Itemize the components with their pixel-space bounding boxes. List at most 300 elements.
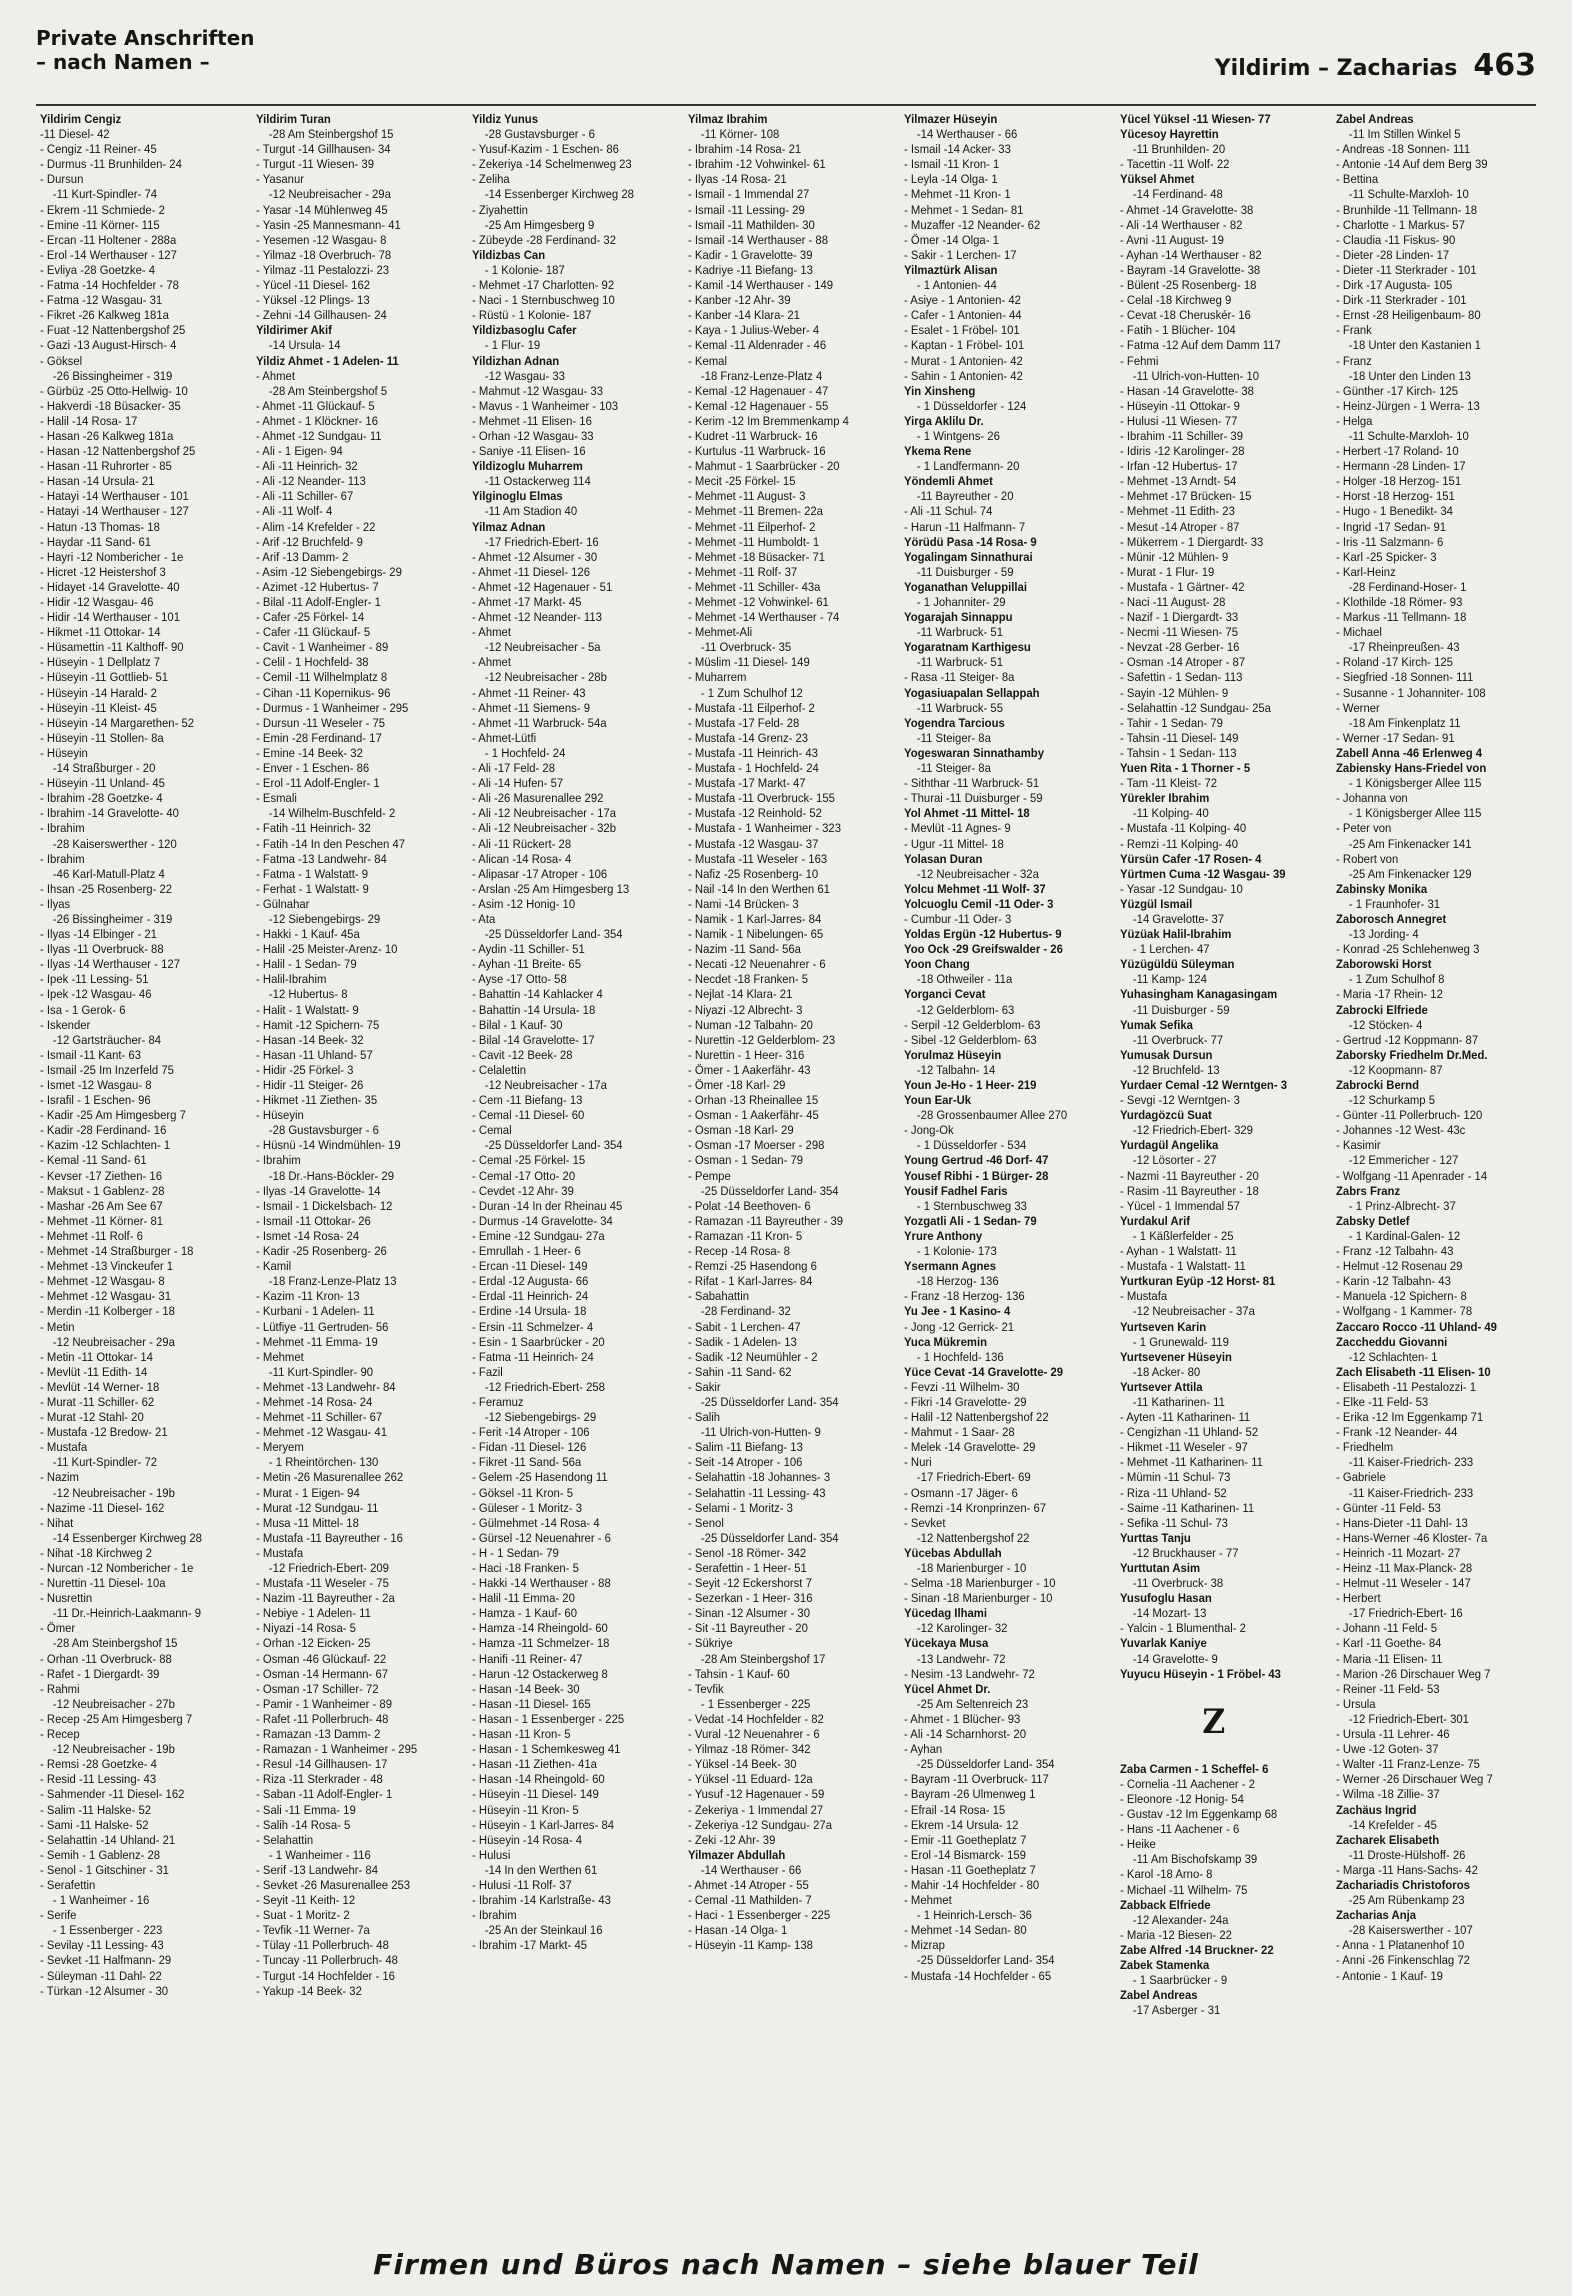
directory-entry: - Ömer xyxy=(40,1621,76,1636)
entry-continuation: -28 Kaiserswerther - 120 xyxy=(52,836,177,851)
directory-entry: - Mehmet -13 Landwehr- 84 xyxy=(256,1379,396,1394)
directory-entry: - Nami -14 Brücken- 3 xyxy=(688,896,799,911)
directory-entry: - Saniye -11 Elisen- 16 xyxy=(472,444,586,459)
directory-entry: - Uwe -12 Goten- 37 xyxy=(1336,1742,1439,1757)
entry-continuation: -11 Steiger- 8a xyxy=(916,761,991,776)
directory-entry: - Ismail -11 Kron- 1 xyxy=(904,157,1000,172)
directory-entry: - Susanne - 1 Johanniter- 108 xyxy=(1336,685,1486,700)
directory-entry: - Sevket -26 Masurenallee 253 xyxy=(256,1877,411,1892)
directory-entry: - Ibrahim -11 Schiller- 39 xyxy=(1120,428,1244,443)
directory-entry: - Hidir -25 Förkel- 3 xyxy=(256,1062,354,1077)
directory-entry: - Hakki - 1 Kauf- 45a xyxy=(256,927,360,942)
directory-entry: - Ismail -14 Acker- 33 xyxy=(904,142,1011,157)
directory-entry: - Cemil -11 Wilhelmplatz 8 xyxy=(256,670,388,685)
directory-entry: - Hikmet -11 Ziethen- 35 xyxy=(256,1093,378,1108)
directory-entry: - Nurcan -12 Nombericher - 1e xyxy=(40,1561,194,1575)
directory-entry: - Sahin - 1 Antonien- 42 xyxy=(904,368,1023,383)
directory-entry: - Necati -12 Neuenahrer - 6 xyxy=(688,957,826,972)
directory-entry: - Fatma - 1 Walstatt- 9 xyxy=(256,866,369,881)
directory-entry: - Ali -11 Rückert- 28 xyxy=(472,836,572,851)
directory-entry: - Mehmet -11 Katharinen- 11 xyxy=(1120,1455,1263,1470)
directory-entry: - Sevilay -11 Lessing- 43 xyxy=(40,1938,164,1953)
directory-entry: - Fatma -14 Hochfelder - 78 xyxy=(40,278,179,293)
entry-continuation: -12 Talbahn- 14 xyxy=(916,1062,996,1077)
directory-entry: - Türkan -12 Alsumer - 30 xyxy=(40,1983,169,1998)
directory-entry: - Celalettin xyxy=(472,1062,527,1077)
surname-entry: Yurtsever Attila xyxy=(1120,1379,1203,1394)
directory-entry: - Roland -17 Kirch- 125 xyxy=(1336,655,1453,670)
entry-continuation: -28 Gustavsburger - 6 xyxy=(484,127,595,142)
entry-continuation: -25 Am Finkenacker 129 xyxy=(1348,866,1472,881)
directory-entry: - Ismail -25 Im Inzerfeld 75 xyxy=(40,1062,174,1077)
directory-entry: - Sinan -18 Marienburger - 10 xyxy=(904,1591,1053,1606)
directory-entry: - Kemal -12 Hagenauer - 47 xyxy=(688,383,829,398)
directory-entry: - Nazim -11 Sand- 56a xyxy=(688,942,801,957)
entry-continuation: -14 Werthauser - 66 xyxy=(700,1862,802,1877)
surname-entry: Yumusak Dursun xyxy=(1120,1047,1213,1062)
directory-entry: - Vural -12 Neuenahrer - 6 xyxy=(688,1727,820,1742)
directory-entry: - Hasan -26 Kalkweg 181a xyxy=(40,428,174,443)
surname-entry: Yüzüak Halil-Ibrahim xyxy=(1120,927,1232,942)
directory-entry: - Reiner -11 Feld- 53 xyxy=(1336,1681,1440,1696)
directory-entry: - Nesim -13 Landwehr- 72 xyxy=(904,1666,1035,1681)
entry-continuation: -12 Neubreisacher - 5a xyxy=(484,640,601,655)
directory-entry: - Hüseyin -11 Kron- 5 xyxy=(472,1802,579,1817)
surname-entry: Yoon Chang xyxy=(904,957,970,972)
directory-entry: - Salim -11 Biefang- 13 xyxy=(688,1440,803,1455)
directory-entry: - Ali - 1 Eigen- 94 xyxy=(256,444,343,459)
directory-entry: - Ilyas -14 Elbinger - 21 xyxy=(40,927,157,942)
directory-entry: - Fatma -12 Wasgau- 31 xyxy=(40,293,163,308)
directory-entry: - Nazim -11 Bayreuther - 2a xyxy=(256,1591,395,1606)
directory-entry: - Ahmet-Lütfi xyxy=(472,730,537,745)
directory-entry: - Ahmet - 1 Blücher- 93 xyxy=(904,1711,1021,1726)
entry-continuation: -28 Ferdinand-Hoser- 1 xyxy=(1348,579,1467,594)
entry-continuation: -11 Overbruck- 35 xyxy=(700,640,792,655)
entry-continuation: -11 Overbruck- 38 xyxy=(1132,1576,1224,1591)
entry-continuation: -11 Kurt-Spindler- 90 xyxy=(268,1364,374,1379)
directory-entry: - Cemal -17 Otto- 20 xyxy=(472,1168,576,1183)
directory-entry: - Dursun xyxy=(40,172,84,187)
directory-entry: - Hüseyin -14 Rosa- 4 xyxy=(472,1832,583,1847)
entry-continuation: -25 An der Steinkaul 16 xyxy=(484,1923,603,1938)
surname-entry: Yurdagözcü Suat xyxy=(1120,1108,1212,1123)
directory-entry: - Dirk -11 Sterkrader - 101 xyxy=(1336,293,1467,308)
directory-entry: - Kevser -17 Ziethen- 16 xyxy=(40,1168,163,1183)
directory-entry: - Riza -11 Sterkrader - 48 xyxy=(256,1772,383,1787)
directory-entry: - Hanifi -11 Reiner- 47 xyxy=(472,1651,583,1666)
directory-entry: - Resid -11 Lessing- 43 xyxy=(40,1772,157,1787)
directory-entry: - Ahmet -11 Reiner- 43 xyxy=(472,685,586,700)
directory-entry: - Mustafa -11 Bayreuther - 16 xyxy=(256,1530,403,1545)
directory-entry: - Murat - 1 Antonien- 42 xyxy=(904,353,1023,368)
directory-entry: - Ziyahettin xyxy=(472,202,528,217)
surname-entry: Yilmazer Abdullah xyxy=(688,1847,786,1862)
entry-continuation: -11 Kurt-Spindler- 74 xyxy=(52,187,158,202)
surname-entry: Zachariadis Christoforos xyxy=(1336,1877,1470,1892)
directory-entry: - Idiris -12 Karolinger- 28 xyxy=(1120,444,1245,459)
directory-entry: - Johannes -12 West- 43c xyxy=(1336,1123,1466,1138)
directory-entry: - Mustafa -12 Bredow- 21 xyxy=(40,1425,168,1440)
directory-entry: - Jong -12 Gerrick- 21 xyxy=(904,1319,1015,1334)
directory-entry: - Efrail -14 Rosa- 15 xyxy=(904,1802,1006,1817)
surname-entry: Yu Jee - 1 Kasino- 4 xyxy=(904,1304,1011,1319)
surname-entry: Yildiz Ahmet - 1 Adelen- 11 xyxy=(256,353,399,368)
surname-entry: Zaccaro Rocco -11 Uhland- 49 xyxy=(1336,1319,1497,1334)
directory-entry: - Gustav -12 Im Eggenkamp 68 xyxy=(1120,1807,1278,1822)
directory-entry: - Ahmet -11 Diesel- 126 xyxy=(472,564,591,579)
directory-entry: - Cavit -12 Beek- 28 xyxy=(472,1047,573,1062)
surname-entry: Yousef Ribhi - 1 Bürger- 28 xyxy=(904,1168,1049,1183)
entry-continuation: -14 Gravelotte- 37 xyxy=(1132,911,1225,926)
entry-continuation: -14 Straßburger - 20 xyxy=(52,761,156,776)
directory-entry: - Safettin - 1 Sedan- 113 xyxy=(1120,670,1243,685)
surname-entry: Zabek Stamenka xyxy=(1120,1957,1210,1972)
entry-continuation: - 1 Königsberger Allee 115 xyxy=(1348,776,1482,791)
entry-continuation: -12 Bruchfeld- 13 xyxy=(1132,1062,1220,1077)
entry-continuation: - 1 Düsseldorfer - 124 xyxy=(916,398,1027,413)
directory-entry: - Ibrahim xyxy=(40,851,85,866)
directory-entry: - Göksel -11 Kron- 5 xyxy=(472,1485,574,1500)
entry-continuation: -12 Friedrich-Ebert- 209 xyxy=(268,1561,389,1575)
directory-entry: - Merdin -11 Kolberger - 18 xyxy=(40,1304,175,1319)
directory-entry: - Suat - 1 Moritz- 2 xyxy=(256,1908,350,1923)
directory-entry: - Anna - 1 Platanenhof 10 xyxy=(1336,1938,1465,1953)
directory-entry: - Ayhan -11 Breite- 65 xyxy=(472,957,582,972)
section-heading xyxy=(36,26,255,74)
entry-continuation: -25 Düsseldorfer Land- 354 xyxy=(484,1138,623,1153)
directory-entry: - Mehmet -14 Rosa- 24 xyxy=(256,1394,373,1409)
directory-entry: - Osmann -17 Jäger- 6 xyxy=(904,1485,1018,1500)
entry-continuation: -14 In den Werthen 61 xyxy=(484,1862,598,1877)
directory-entry: - Senol - 1 Gitschiner - 31 xyxy=(40,1862,169,1877)
directory-entry: - Werner -17 Sedan- 91 xyxy=(1336,730,1455,745)
directory-entry: - Nejlat -14 Klara- 21 xyxy=(688,987,793,1002)
directory-entry: - Bilal -14 Gravelotte- 17 xyxy=(472,1032,595,1047)
directory-entry: - Emir -11 Goetheplatz 7 xyxy=(904,1832,1027,1847)
directory-entry: - Fidan -11 Diesel- 126 xyxy=(472,1440,587,1455)
directory-entry: - Sakir - 1 Lerchen- 17 xyxy=(904,247,1017,262)
directory-entry: - Kadir -25 Am Himgesberg 7 xyxy=(40,1108,186,1123)
directory-entry: - Mavus - 1 Wanheimer - 103 xyxy=(472,398,619,413)
entry-continuation: - 1 Heinrich-Lersch- 36 xyxy=(916,1908,1032,1923)
directory-column-1 xyxy=(40,112,228,2240)
directory-entry: - Avni -11 August- 19 xyxy=(1120,232,1224,247)
entry-continuation: -12 Gelderblom- 63 xyxy=(916,1002,1015,1017)
directory-entry: - Marga -11 Hans-Sachs- 42 xyxy=(1336,1862,1478,1877)
entry-continuation: -25 Düsseldorfer Land- 354 xyxy=(916,1953,1055,1968)
directory-entry: - Kemal xyxy=(688,353,727,368)
surname-entry: Yildiz Yunus xyxy=(472,112,539,126)
directory-entry: - Seit -14 Atroper - 106 xyxy=(688,1455,803,1470)
entry-continuation: -11 Droste-Hülshoff- 26 xyxy=(1348,1847,1466,1862)
directory-entry: - Ferhat - 1 Walstatt- 9 xyxy=(256,881,369,896)
directory-entry: - Mevlüt -11 Agnes- 9 xyxy=(904,821,1011,836)
directory-entry: - Pamir - 1 Wanheimer - 89 xyxy=(256,1696,393,1711)
surname-entry: Zachäus Ingrid xyxy=(1336,1802,1417,1817)
directory-entry: - Yasar -12 Sundgau- 10 xyxy=(1120,881,1243,896)
entry-continuation: -14 Mozart- 13 xyxy=(1132,1606,1207,1621)
directory-entry: - Hüseyin -11 Stollen- 8a xyxy=(40,730,164,745)
entry-continuation: - 1 Kolonie- 173 xyxy=(916,1244,997,1259)
directory-entry: - Lütfiye -11 Gertruden- 56 xyxy=(256,1319,389,1334)
directory-entry: - Andreas -18 Sonnen- 111 xyxy=(1336,142,1471,157)
entry-continuation: -25 Am Himgesberg 9 xyxy=(484,217,595,232)
entry-continuation: -11 Schulte-Marxloh- 10 xyxy=(1348,187,1469,202)
entry-continuation: - 1 Lerchen- 47 xyxy=(1132,942,1210,957)
entry-continuation: -12 Neubreisacher - 17a xyxy=(484,1078,607,1092)
directory-entry: - Metin -26 Masurenallee 262 xyxy=(256,1470,404,1485)
directory-entry: - Rahmi xyxy=(40,1681,80,1696)
directory-entry: - Orhan -12 Wasgau- 33 xyxy=(472,428,594,443)
entry-continuation: -14 Gravelotte- 9 xyxy=(1132,1651,1218,1666)
surname-entry: Zabsky Detlef xyxy=(1336,1213,1410,1228)
directory-entry: - Zekeriya -12 Sundgau- 27a xyxy=(688,1817,833,1832)
section-heading-line1: Private Anschriften xyxy=(36,26,255,50)
directory-entry: - Iris -11 Salzmann- 6 xyxy=(1336,534,1444,549)
entry-continuation: -12 Neubreisacher - 37a xyxy=(1132,1304,1255,1319)
directory-entry: - Nusrettin xyxy=(40,1591,93,1606)
surname-entry: Yilmazer Hüseyin xyxy=(904,112,998,126)
surname-entry: Yildizhan Adnan xyxy=(472,353,560,368)
directory-entry: - Cemal -11 Diesel- 60 xyxy=(472,1108,585,1123)
directory-entry: - Esalet - 1 Fröbel- 101 xyxy=(904,323,1020,338)
directory-entry: - Nurettin -11 Diesel- 10a xyxy=(40,1576,166,1591)
directory-entry: - Franz -12 Talbahn- 43 xyxy=(1336,1244,1454,1259)
directory-entry: - Mehmet -17 Charlotten- 92 xyxy=(472,278,615,293)
directory-entry: - Ilyas xyxy=(40,896,71,911)
directory-entry: - Günther -17 Kirch- 125 xyxy=(1336,383,1459,398)
directory-entry: - Herbert xyxy=(1336,1591,1381,1606)
surname-entry: Ykema Rene xyxy=(904,444,972,459)
surname-entry: Yildizbasoglu Cafer xyxy=(472,323,577,338)
entry-continuation: -17 Friedrich-Ebert- 16 xyxy=(484,534,599,549)
directory-entry: - Naci - 1 Sternbuschweg 10 xyxy=(472,293,615,308)
directory-entry: - Ahmet -12 Alsumer - 30 xyxy=(472,549,598,564)
surname-entry: Yilmaz Ibrahim xyxy=(688,112,768,126)
entry-continuation: -11 Im Stillen Winkel 5 xyxy=(1348,127,1461,142)
surname-entry: Yöndemli Ahmet xyxy=(904,474,993,489)
directory-entry: - Münir -12 Mühlen- 9 xyxy=(1120,549,1229,564)
entry-continuation: -12 Nattenbergshof 22 xyxy=(916,1530,1030,1545)
entry-continuation: -18 Franz-Lenze-Platz 4 xyxy=(700,368,823,383)
directory-entry: - Vedat -14 Hochfelder - 82 xyxy=(688,1711,824,1726)
directory-entry: - Ramazan - 1 Wanheimer - 295 xyxy=(256,1742,418,1757)
directory-entry: - Hamza - 1 Kauf- 60 xyxy=(472,1606,578,1621)
entry-continuation: -11 Schulte-Marxloh- 10 xyxy=(1348,428,1469,443)
entry-continuation: -28 Ferdinand- 32 xyxy=(700,1304,791,1319)
directory-entry: - Cemal xyxy=(472,1123,512,1138)
directory-entry: - Heinz -11 Max-Planck- 28 xyxy=(1336,1561,1473,1575)
directory-entry: - Musa -11 Mittel- 18 xyxy=(256,1515,359,1530)
directory-entry: - Hicret -12 Heistershof 3 xyxy=(40,564,166,579)
directory-entry: - Ahmet -12 Neander- 113 xyxy=(472,610,602,625)
directory-entry: - Kazim -11 Kron- 13 xyxy=(256,1289,360,1304)
directory-entry: - Ilyas -11 Overbruck- 88 xyxy=(40,942,164,957)
directory-entry: - Hasan -11 Goetheplatz 7 xyxy=(904,1862,1036,1877)
directory-entry: - Halil-Ibrahim xyxy=(256,972,327,987)
directory-entry: - Arif -12 Bruchfeld- 9 xyxy=(256,534,363,549)
entry-continuation: - 1 Käßlerfelder - 25 xyxy=(1132,1228,1234,1243)
directory-entry: - Yüksel -14 Beek- 30 xyxy=(688,1757,797,1772)
directory-entry: - Hikmet -11 Weseler - 97 xyxy=(1120,1440,1248,1455)
directory-entry: - Mustafa xyxy=(40,1440,88,1455)
directory-entry: - Alipasar -17 Atroper - 106 xyxy=(472,866,608,881)
directory-entry: - Serif -13 Landwehr- 84 xyxy=(256,1862,379,1877)
directory-entry: - Walter -11 Franz-Lenze- 75 xyxy=(1336,1757,1480,1772)
directory-entry: - Hüseyin - 1 Dellplatz 7 xyxy=(40,655,161,670)
directory-entry: - Naci -11 August- 28 xyxy=(1120,595,1226,609)
entry-continuation: -25 Düsseldorfer Land- 354 xyxy=(700,1183,839,1198)
entry-continuation: -25 Düsseldorfer Land- 354 xyxy=(700,1530,839,1545)
surname-entry: Yusufoglu Hasan xyxy=(1120,1591,1212,1606)
entry-continuation: -28 Gustavsburger - 6 xyxy=(268,1123,379,1138)
directory-entry: - Hasan -14 Olga- 1 xyxy=(688,1923,788,1938)
directory-entry: - Gülmehmet -14 Rosa- 4 xyxy=(472,1515,600,1530)
directory-entry: - Sibel -12 Gelderblom- 63 xyxy=(904,1032,1037,1047)
directory-entry: - Hüseyin -11 Kleist- 45 xyxy=(40,700,157,715)
directory-entry: - Ahmet xyxy=(256,368,295,383)
directory-entry: - Michael -11 Wilhelm- 75 xyxy=(1120,1882,1248,1897)
surname-entry: Yogendra Tarcious xyxy=(904,715,1005,730)
directory-entry: - Esmali xyxy=(256,791,297,806)
directory-entry: - Hermann -28 Linden- 17 xyxy=(1336,459,1466,474)
directory-entry: - Mecit -25 Förkel- 15 xyxy=(688,474,796,489)
directory-entry: - Israfil - 1 Eschen- 96 xyxy=(40,1093,151,1108)
directory-entry: - Yasin -25 Mannesmann- 41 xyxy=(256,217,401,232)
directory-entry: - Mevlüt -14 Werner- 18 xyxy=(40,1379,160,1394)
directory-entry: - Emine -12 Sundgau- 27a xyxy=(472,1228,605,1243)
entry-continuation: -12 Neubreisacher - 28b xyxy=(484,670,607,685)
directory-entry: - Turgut -14 Hochfelder - 16 xyxy=(256,1968,395,1983)
directory-entry: - Heinrich -11 Mozart- 27 xyxy=(1336,1545,1461,1560)
directory-entry: - Mehmet -17 Brücken- 15 xyxy=(1120,489,1252,504)
directory-entry: - Selahattin -11 Lessing- 43 xyxy=(688,1485,826,1500)
directory-entry: - Seyit -11 Keith- 12 xyxy=(256,1893,356,1908)
directory-entry: - Frank -12 Neander- 44 xyxy=(1336,1425,1458,1440)
directory-entry: - Selahattin -14 Uhland- 21 xyxy=(40,1832,176,1847)
directory-entry: - Remzi -11 Kolping- 40 xyxy=(1120,836,1239,851)
entry-continuation: -11 Warbruck- 51 xyxy=(916,625,1004,640)
surname-entry: Yol Ahmet -11 Mittel- 18 xyxy=(904,806,1030,821)
surname-entry: Yildirimer Akif xyxy=(256,323,332,338)
directory-entry: - Cavit - 1 Wanheimer - 89 xyxy=(256,640,389,655)
directory-entry: - Mesut -14 Atroper - 87 xyxy=(1120,519,1240,534)
directory-entry: - Mustafa -11 Kolping- 40 xyxy=(1120,821,1247,836)
directory-entry: - Friedhelm xyxy=(1336,1440,1394,1455)
directory-entry: - Niyazi -14 Rosa- 5 xyxy=(256,1621,356,1636)
directory-entry: - Irfan -12 Hubertus- 17 xyxy=(1120,459,1238,474)
directory-entry: - Maria -11 Elisen- 11 xyxy=(1336,1651,1443,1666)
surname-entry: Yurdagül Angelika xyxy=(1120,1138,1219,1153)
directory-entry: - Seyit -12 Eckershorst 7 xyxy=(688,1576,812,1591)
directory-entry: - Mehmet -11 Bremen- 22a xyxy=(688,504,823,519)
directory-entry: - Kanber -12 Ahr- 39 xyxy=(688,293,791,308)
directory-entry: - Kazim -12 Schlachten- 1 xyxy=(40,1138,171,1153)
directory-entry: - Cumbur -11 Oder- 3 xyxy=(904,911,1012,926)
entry-continuation: -12 Wasgau- 33 xyxy=(484,368,565,383)
directory-entry: - Harun -11 Halfmann- 7 xyxy=(904,519,1026,534)
directory-entry: - Mustafa - 1 Gärtner- 42 xyxy=(1120,579,1245,594)
directory-entry: - Karl -11 Goethe- 84 xyxy=(1336,1636,1442,1651)
directory-entry: - Niyazi -12 Albrecht- 3 xyxy=(688,1002,803,1017)
directory-entry: - Hans -11 Aachener - 6 xyxy=(1120,1822,1240,1837)
directory-entry: - Halil -11 Emma- 20 xyxy=(472,1591,575,1606)
entry-continuation: -11 Warbruck- 51 xyxy=(916,655,1004,670)
directory-entry: - Ibrahim -17 Markt- 45 xyxy=(472,1938,588,1953)
directory-entry: - Bayram -26 Ulmenweg 1 xyxy=(904,1787,1036,1802)
directory-entry: - Pempe xyxy=(688,1168,731,1183)
directory-entry: - Mehmet -11 Kron- 1 xyxy=(904,187,1011,202)
directory-entry: - Anni -26 Finkenschlag 72 xyxy=(1336,1953,1470,1968)
entry-continuation: -12 Schurkamp 5 xyxy=(1348,1093,1436,1108)
directory-entry: - Karl -25 Spicker- 3 xyxy=(1336,549,1437,564)
directory-entry: - Hayri -12 Nombericher - 1e xyxy=(40,549,184,564)
directory-entry: - Erol -11 Adolf-Engler- 1 xyxy=(256,776,380,791)
entry-continuation: -17 Rheinpreußen- 43 xyxy=(1348,640,1460,655)
entry-continuation: - 1 Essenberger - 223 xyxy=(52,1923,163,1938)
directory-column-3 xyxy=(472,112,660,2240)
directory-entry: - Mustafa - 1 Hochfeld- 24 xyxy=(688,761,819,776)
surname-entry: Yurtkuran Eyüp -12 Horst- 81 xyxy=(1120,1274,1276,1289)
entry-continuation: -18 Franz-Lenze-Platz 13 xyxy=(268,1274,397,1289)
directory-entry: - Manuela -12 Spichern- 8 xyxy=(1336,1289,1467,1304)
directory-entry: - Sayin -12 Mühlen- 9 xyxy=(1120,685,1229,700)
directory-entry: - Yalcin - 1 Blumenthal- 2 xyxy=(1120,1621,1246,1636)
directory-entry: - Cafer -25 Förkel- 14 xyxy=(256,610,365,625)
directory-entry: - Heike xyxy=(1120,1837,1156,1852)
directory-entry: - Nazif - 1 Diergardt- 33 xyxy=(1120,610,1239,625)
directory-entry: - Namik - 1 Karl-Jarres- 84 xyxy=(688,911,822,926)
directory-entry: - Thurai -11 Duisburger - 59 xyxy=(904,791,1043,806)
directory-entry: - Hüseyin -14 Harald- 2 xyxy=(40,685,157,700)
directory-entry: - Ayse -17 Otto- 58 xyxy=(472,972,567,987)
directory-entry: - Mahmut -12 Wasgau- 33 xyxy=(472,383,603,398)
directory-entry: - Kurtulus -11 Warbruck- 16 xyxy=(688,444,826,459)
directory-entry: - Fevzi -11 Wilhelm- 30 xyxy=(904,1379,1020,1394)
directory-entry: - Erika -12 Im Eggenkamp 71 xyxy=(1336,1410,1484,1425)
directory-entry: - Ayhan -14 Werthauser - 82 xyxy=(1120,247,1262,262)
header-rule xyxy=(36,104,1536,106)
directory-entry: - Zeliha xyxy=(472,172,510,187)
directory-entry: - Mustafa xyxy=(256,1545,304,1560)
directory-entry: - Halil -25 Meister-Arenz- 10 xyxy=(256,942,398,957)
directory-entry: - Maria -12 Biesen- 22 xyxy=(1120,1927,1232,1942)
surname-entry: Yurttas Tanju xyxy=(1120,1530,1191,1545)
directory-entry: - Ayten -11 Katharinen- 11 xyxy=(1120,1410,1251,1425)
entry-continuation: - 1 Prinz-Albrecht- 37 xyxy=(1348,1198,1456,1213)
directory-entry: - Sali -11 Emma- 19 xyxy=(256,1802,356,1817)
directory-entry: - Kanber -14 Klara- 21 xyxy=(688,308,800,323)
directory-entry: - Selahattin -12 Sundgau- 25a xyxy=(1120,700,1271,715)
entry-continuation: -11 Overbruck- 77 xyxy=(1132,1032,1224,1047)
directory-entry: - Mizrap xyxy=(904,1938,945,1953)
directory-entry: - Hasan -14 Gravelotte- 38 xyxy=(1120,383,1254,398)
entry-continuation: -12 Neubreisacher - 29a xyxy=(52,1334,175,1349)
directory-entry: - Fatma -12 Auf dem Damm 117 xyxy=(1120,338,1281,353)
surname-entry: Yorulmaz Hüseyin xyxy=(904,1047,1002,1062)
directory-entry: - Holger -18 Herzog- 151 xyxy=(1336,474,1462,489)
directory-entry: - Kamil -14 Werthauser - 149 xyxy=(688,278,834,293)
directory-entry: - Osman -17 Schiller- 72 xyxy=(256,1681,379,1696)
directory-entry: - Erol -14 Werthauser - 127 xyxy=(40,247,177,262)
directory-entry: - Ismet -12 Wasgau- 8 xyxy=(40,1078,152,1092)
directory-entry: - Salih xyxy=(688,1410,721,1425)
directory-entry: - Sadik - 1 Adelen- 13 xyxy=(688,1334,797,1349)
entry-continuation: - 1 Zum Schulhof 12 xyxy=(700,685,803,700)
entry-continuation: - 1 Wintgens- 26 xyxy=(916,428,1000,443)
directory-entry: - Mashar -26 Am See 67 xyxy=(40,1198,163,1213)
